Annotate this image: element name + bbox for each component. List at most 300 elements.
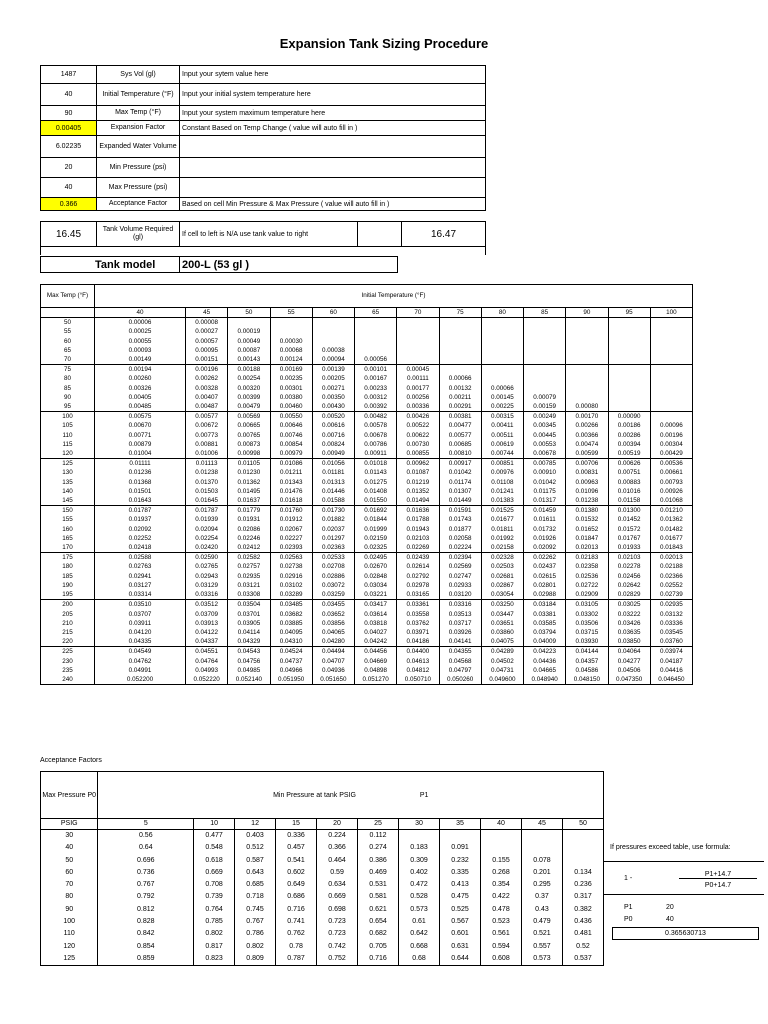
table-cell: 0.201 (521, 867, 562, 879)
table-cell: 0.00460 (270, 402, 312, 412)
table-cell (562, 842, 603, 854)
table-row (41, 525, 693, 534)
table-cell: 0.02867 (481, 581, 523, 590)
table-cell: 0.00577 (439, 431, 481, 440)
table-cell: 0.00266 (566, 421, 608, 430)
table-row (41, 941, 604, 953)
table-cell: 0.00256 (397, 393, 439, 402)
row-header: 120 (41, 941, 98, 953)
table-cell: 0.02358 (566, 562, 608, 571)
table-cell: 0.742 (317, 941, 358, 953)
table-cell: 0.00151 (186, 355, 228, 365)
table-cell: 0.04436 (524, 657, 566, 666)
table-cell: 0.809 (235, 953, 276, 966)
row-header: 160 (41, 525, 95, 534)
table-cell: 0.01307 (439, 487, 481, 496)
table-cell (440, 830, 481, 843)
table-cell: 0.01181 (312, 468, 354, 477)
table-cell: 0.02536 (566, 572, 608, 581)
table-cell: 0.03184 (524, 600, 566, 610)
table-cell: 0.03504 (228, 600, 270, 610)
table-cell: 0.00911 (355, 449, 397, 459)
table-cell: 0.00057 (186, 337, 228, 346)
table-cell: 0.548 (194, 842, 235, 854)
table-cell: 0.03485 (270, 600, 312, 610)
tank-volume-value[interactable]: 16.45 (41, 222, 97, 247)
formula-result: 0.365630713 (612, 927, 759, 940)
table-cell: 0.587 (235, 855, 276, 867)
table-cell: 0.02418 (95, 543, 186, 553)
p1-label: P1 (419, 791, 429, 799)
table-cell: 0.02252 (95, 534, 186, 543)
table-cell: 0.04095 (270, 628, 312, 637)
table-cell: 0.00038 (312, 346, 354, 355)
expansion-factor-table (40, 284, 693, 685)
table-cell: 0.00520 (312, 412, 354, 422)
table-cell: 0.02058 (439, 534, 481, 543)
table-cell: 0.01111 (95, 459, 186, 469)
table-cell: 0.04549 (95, 647, 186, 657)
column-header: 95 (608, 308, 650, 318)
row-header: 100 (41, 916, 98, 928)
table-cell: 0.59 (317, 867, 358, 879)
table-cell (566, 327, 608, 336)
input-note: Constant Based on Temp Change ( value will auto fill in ) (180, 121, 486, 136)
table-cell: 0.708 (194, 879, 235, 891)
table-row (41, 928, 604, 940)
table-cell: 0.01004 (95, 449, 186, 459)
row-header: 170 (41, 543, 95, 553)
table-cell: 0.052220 (186, 675, 228, 685)
tank-volume-right-value[interactable]: 16.47 (402, 222, 486, 247)
table-cell: 0.01241 (481, 487, 523, 496)
column-header: 25 (358, 819, 399, 830)
table-cell: 0.537 (562, 953, 603, 966)
acceptance-factor-table (40, 771, 604, 966)
table-cell: 0.00315 (481, 412, 523, 422)
table-cell: 0.01362 (650, 515, 692, 524)
input-label: Min Pressure (psi) (97, 158, 180, 178)
table-cell: 0.02569 (439, 562, 481, 571)
table-cell: 0.01482 (650, 525, 692, 534)
table-cell: 0.00055 (95, 337, 186, 346)
table-cell: 0.00381 (439, 412, 481, 422)
table-cell: 0.01313 (312, 478, 354, 487)
table-cell: 0.00429 (650, 449, 692, 459)
table-cell: 0.00328 (186, 384, 228, 393)
table-row (41, 440, 693, 449)
table-cell (481, 355, 523, 365)
table-cell (650, 402, 692, 412)
table-cell: 0.03762 (397, 619, 439, 628)
table-cell: 0.04186 (397, 637, 439, 647)
table-row (41, 355, 693, 365)
input-value[interactable]: 1487 (41, 66, 97, 84)
input-value[interactable]: 20 (41, 158, 97, 178)
table-cell: 0.00522 (397, 421, 439, 430)
table-cell: 0.01811 (481, 525, 523, 534)
input-value[interactable]: 0.366 (41, 198, 97, 211)
table-cell: 0.01380 (566, 506, 608, 516)
table-cell: 0.01677 (481, 515, 523, 524)
table-cell: 0.04812 (397, 666, 439, 675)
table-cell: 0.01525 (481, 506, 523, 516)
table-cell (439, 355, 481, 365)
row-header: 135 (41, 478, 95, 487)
table-row (41, 637, 693, 647)
table-cell: 0.01352 (397, 487, 439, 496)
table-cell: 0.787 (276, 953, 317, 966)
table-row (41, 553, 693, 563)
table-cell: 0.02013 (650, 553, 692, 563)
table-row (41, 647, 693, 657)
table-cell: 0.00917 (439, 459, 481, 469)
input-row (41, 84, 486, 106)
table-cell: 0.01158 (608, 496, 650, 506)
table-cell: 0.03911 (95, 619, 186, 628)
table-cell: 0.00670 (95, 421, 186, 430)
table-cell: 0.04280 (312, 637, 354, 647)
table-cell: 0.00196 (650, 431, 692, 440)
table-cell: 0.02495 (355, 553, 397, 563)
table-cell: 0.68 (399, 953, 440, 966)
table-cell: 0.02037 (312, 525, 354, 534)
p0-value[interactable]: 40 (666, 916, 674, 923)
table-cell: 0.741 (276, 916, 317, 928)
row-header: 40 (41, 842, 98, 854)
page-title: Expansion Tank Sizing Procedure (279, 36, 489, 51)
table-cell (566, 384, 608, 393)
table-cell: 0.02943 (186, 572, 228, 581)
table-cell: 0.01591 (439, 506, 481, 516)
row-header: 30 (41, 830, 98, 843)
row-header: 95 (41, 402, 95, 412)
min-pressure-header (98, 772, 604, 819)
table-cell: 0.762 (276, 928, 317, 940)
table-cell (650, 384, 692, 393)
table-cell: 0.03905 (228, 619, 270, 628)
table-cell: 0.02366 (650, 572, 692, 581)
max-temp-header: Max Temp (°F) (41, 285, 95, 308)
table-row (41, 953, 604, 966)
table-cell: 0.00225 (481, 402, 523, 412)
row-header: 180 (41, 562, 95, 571)
table-cell (650, 337, 692, 346)
table-cell: 0.00578 (355, 421, 397, 430)
column-header: 12 (235, 819, 276, 830)
input-row (41, 158, 486, 178)
table-cell: 0.01550 (355, 496, 397, 506)
table-cell: 0.573 (399, 904, 440, 916)
table-cell: 0.01760 (270, 506, 312, 516)
input-label: Expanded Water Volume (97, 136, 180, 158)
table-cell: 0.00411 (481, 421, 523, 430)
row-header: 155 (41, 515, 95, 524)
table-cell: 0.01501 (95, 487, 186, 496)
table-cell: 0.03222 (608, 610, 650, 619)
table-cell: 0.03545 (650, 628, 692, 637)
table-cell: 0.03381 (524, 610, 566, 619)
row-header: 140 (41, 487, 95, 496)
formula-note: If pressures exceed table, use formula: (610, 844, 731, 851)
table-row (41, 590, 693, 600)
table-cell (650, 327, 692, 336)
table-cell: 0.02941 (95, 572, 186, 581)
row-header: 80 (41, 374, 95, 383)
table-cell: 0.718 (235, 891, 276, 903)
table-cell (399, 830, 440, 843)
table-cell: 0.02094 (186, 525, 228, 534)
table-cell: 0.00006 (95, 318, 186, 328)
table-cell: 0.00350 (312, 393, 354, 402)
table-cell (397, 337, 439, 346)
table-cell: 0.01882 (312, 515, 354, 524)
table-row (41, 904, 604, 916)
table-cell: 0.00008 (186, 318, 228, 328)
table-cell: 0.02420 (186, 543, 228, 553)
table-cell: 0.02393 (270, 543, 312, 553)
table-cell: 0.01300 (608, 506, 650, 516)
table-cell: 0.00399 (228, 393, 270, 402)
table-cell: 0.03513 (439, 610, 481, 619)
table-cell: 0.03105 (566, 600, 608, 610)
table-cell: 0.01275 (355, 478, 397, 487)
table-cell: 0.802 (235, 941, 276, 953)
table-cell: 0.03558 (397, 610, 439, 619)
table-cell: 0.03913 (186, 619, 228, 628)
table-row (41, 562, 693, 571)
table-cell: 0.00345 (524, 421, 566, 430)
input-note: Input your sytem value here (180, 66, 486, 84)
table-cell: 0.04329 (228, 637, 270, 647)
table-cell: 0.02708 (312, 562, 354, 571)
row-header: 120 (41, 449, 95, 459)
table-cell: 0.736 (98, 867, 194, 879)
table-cell: 0.03132 (650, 610, 692, 619)
table-cell: 0.04357 (566, 657, 608, 666)
table-cell: 0.04568 (439, 657, 481, 666)
table-cell: 0.03682 (270, 610, 312, 619)
row-header: 50 (41, 855, 98, 867)
row-header: 240 (41, 675, 95, 685)
table-row (41, 675, 693, 685)
table-cell: 0.01844 (355, 515, 397, 524)
table-cell: 0.03635 (608, 628, 650, 637)
table-cell: 0.052200 (95, 675, 186, 685)
table-cell: 0.521 (521, 928, 562, 940)
table-cell: 0.00445 (524, 431, 566, 440)
table-cell: 0.00167 (355, 374, 397, 383)
row-header: 110 (41, 431, 95, 440)
table-cell: 0.00380 (270, 393, 312, 402)
table-cell (228, 318, 270, 328)
table-cell: 0.37 (521, 891, 562, 903)
table-cell: 0.04494 (312, 647, 354, 657)
divider (604, 861, 764, 862)
input-value[interactable]: 40 (41, 178, 97, 198)
table-cell (524, 318, 566, 328)
table-cell: 0.047350 (608, 675, 650, 685)
column-header: 35 (440, 819, 481, 830)
table-cell: 0.01943 (397, 525, 439, 534)
table-cell: 0.274 (358, 842, 399, 854)
table-cell: 0.03289 (270, 590, 312, 600)
table-cell: 0.00479 (228, 402, 270, 412)
table-cell: 0.04027 (355, 628, 397, 637)
table-cell: 0.00746 (270, 431, 312, 440)
table-cell: 0.602 (276, 867, 317, 879)
table-cell: 0.01113 (186, 459, 228, 469)
table-cell (650, 355, 692, 365)
table-cell: 0.01056 (312, 459, 354, 469)
table-cell: 0.00550 (270, 412, 312, 422)
table-cell: 0.02552 (650, 581, 692, 590)
table-cell (270, 318, 312, 328)
table-cell: 0.531 (358, 879, 399, 891)
table-cell: 0.03426 (608, 619, 650, 628)
table-cell: 0.00962 (397, 459, 439, 469)
table-cell: 0.00854 (270, 440, 312, 449)
table-cell: 0.00979 (270, 449, 312, 459)
table-cell (355, 327, 397, 336)
input-value[interactable]: 6.02235 (41, 136, 97, 158)
table-cell: 0.03120 (439, 590, 481, 600)
table-cell: 0.649 (276, 879, 317, 891)
table-cell: 0.00553 (524, 440, 566, 449)
table-cell (524, 355, 566, 365)
table-cell: 0.477 (194, 830, 235, 843)
table-row (41, 374, 693, 383)
table-cell: 0.04586 (566, 666, 608, 675)
table-cell: 0.04985 (228, 666, 270, 675)
table-cell: 0.02801 (524, 581, 566, 590)
table-cell: 0.00646 (270, 421, 312, 430)
table-cell: 0.686 (276, 891, 317, 903)
table-cell: 0.00149 (95, 355, 186, 365)
table-cell: 0.03506 (566, 619, 608, 628)
table-cell (650, 374, 692, 383)
table-cell: 0.354 (480, 879, 521, 891)
row-header: 190 (41, 581, 95, 590)
formula-denominator: P0+14.7 (704, 882, 732, 889)
table-cell: 0.00949 (312, 449, 354, 459)
table-cell: 0.643 (235, 867, 276, 879)
table-cell: 0.00519 (608, 449, 650, 459)
formula-box (604, 817, 764, 958)
table-cell (608, 355, 650, 365)
table-cell: 0.817 (194, 941, 235, 953)
input-value[interactable]: 90 (41, 106, 97, 121)
max-pressure-header: Max Pressure P0 (41, 772, 98, 819)
input-row (41, 136, 486, 158)
table-cell: 0.01677 (650, 534, 692, 543)
table-cell: 0.03034 (355, 581, 397, 590)
table-cell: 0.01494 (397, 496, 439, 506)
table-row (41, 534, 693, 543)
table-cell: 0.00831 (566, 468, 608, 477)
input-value[interactable]: 40 (41, 84, 97, 106)
table-row (41, 515, 693, 524)
table-cell (397, 318, 439, 328)
table-cell: 0.050260 (439, 675, 481, 685)
table-row (41, 666, 693, 675)
table-cell: 0.00716 (312, 431, 354, 440)
table-cell: 0.413 (440, 879, 481, 891)
table-cell: 0.049600 (481, 675, 523, 685)
table-cell: 0.03717 (439, 619, 481, 628)
p1-value[interactable]: 20 (666, 904, 674, 911)
table-cell: 0.00366 (566, 431, 608, 440)
table-cell: 0.048940 (524, 675, 566, 685)
table-cell: 0.00211 (439, 393, 481, 402)
column-header: 65 (355, 308, 397, 318)
table-cell: 0.00019 (228, 327, 270, 336)
table-cell: 0.03701 (228, 610, 270, 619)
table-cell: 0.457 (276, 842, 317, 854)
table-cell: 0.03221 (355, 590, 397, 600)
table-cell: 0.541 (276, 855, 317, 867)
table-cell: 0.752 (317, 953, 358, 966)
tank-model-value[interactable]: 200-L (53 gl ) (180, 257, 398, 273)
table-cell: 0.04502 (481, 657, 523, 666)
blank-row (41, 247, 486, 255)
table-cell: 0.01926 (524, 534, 566, 543)
table-cell: 0.02363 (312, 543, 354, 553)
table-cell (481, 374, 523, 383)
table-cell: 0.03025 (608, 600, 650, 610)
table-cell: 0.02563 (270, 553, 312, 563)
table-cell: 0.078 (521, 855, 562, 867)
table-row (41, 600, 693, 610)
table-cell: 0.634 (317, 879, 358, 891)
table-row (41, 468, 693, 477)
table-cell: 0.01939 (186, 515, 228, 524)
table-cell: 0.01572 (608, 525, 650, 534)
table-cell: 0.02829 (608, 590, 650, 600)
input-table (40, 65, 486, 211)
table-cell: 0.723 (317, 928, 358, 940)
table-cell: 0.02978 (397, 581, 439, 590)
table-cell: 0.00056 (355, 355, 397, 365)
table-cell: 0.02103 (608, 553, 650, 563)
column-header: 70 (397, 308, 439, 318)
table-cell (355, 337, 397, 346)
row-header: 230 (41, 657, 95, 666)
table-cell: 0.02848 (355, 572, 397, 581)
input-value[interactable]: 0.00405 (41, 121, 97, 136)
spacer-cell (358, 222, 402, 247)
table-cell: 0.478 (480, 904, 521, 916)
table-cell: 0.01210 (650, 506, 692, 516)
table-cell: 0.00744 (481, 449, 523, 459)
table-cell: 0.01847 (566, 534, 608, 543)
table-cell: 0.631 (440, 941, 481, 953)
table-cell: 0.052140 (228, 675, 270, 685)
table-cell (650, 393, 692, 402)
table-cell: 0.224 (317, 830, 358, 843)
table-cell: 0.02670 (355, 562, 397, 571)
table-cell: 0.00851 (481, 459, 523, 469)
table-cell: 0.792 (98, 891, 194, 903)
table-cell: 0.01787 (95, 506, 186, 516)
table-cell (650, 412, 692, 422)
table-cell: 0.01446 (312, 487, 354, 496)
table-cell (397, 346, 439, 355)
table-cell (439, 327, 481, 336)
table-cell: 0.02412 (228, 543, 270, 553)
table-cell: 0.04707 (312, 657, 354, 666)
table-cell: 0.00706 (566, 459, 608, 469)
